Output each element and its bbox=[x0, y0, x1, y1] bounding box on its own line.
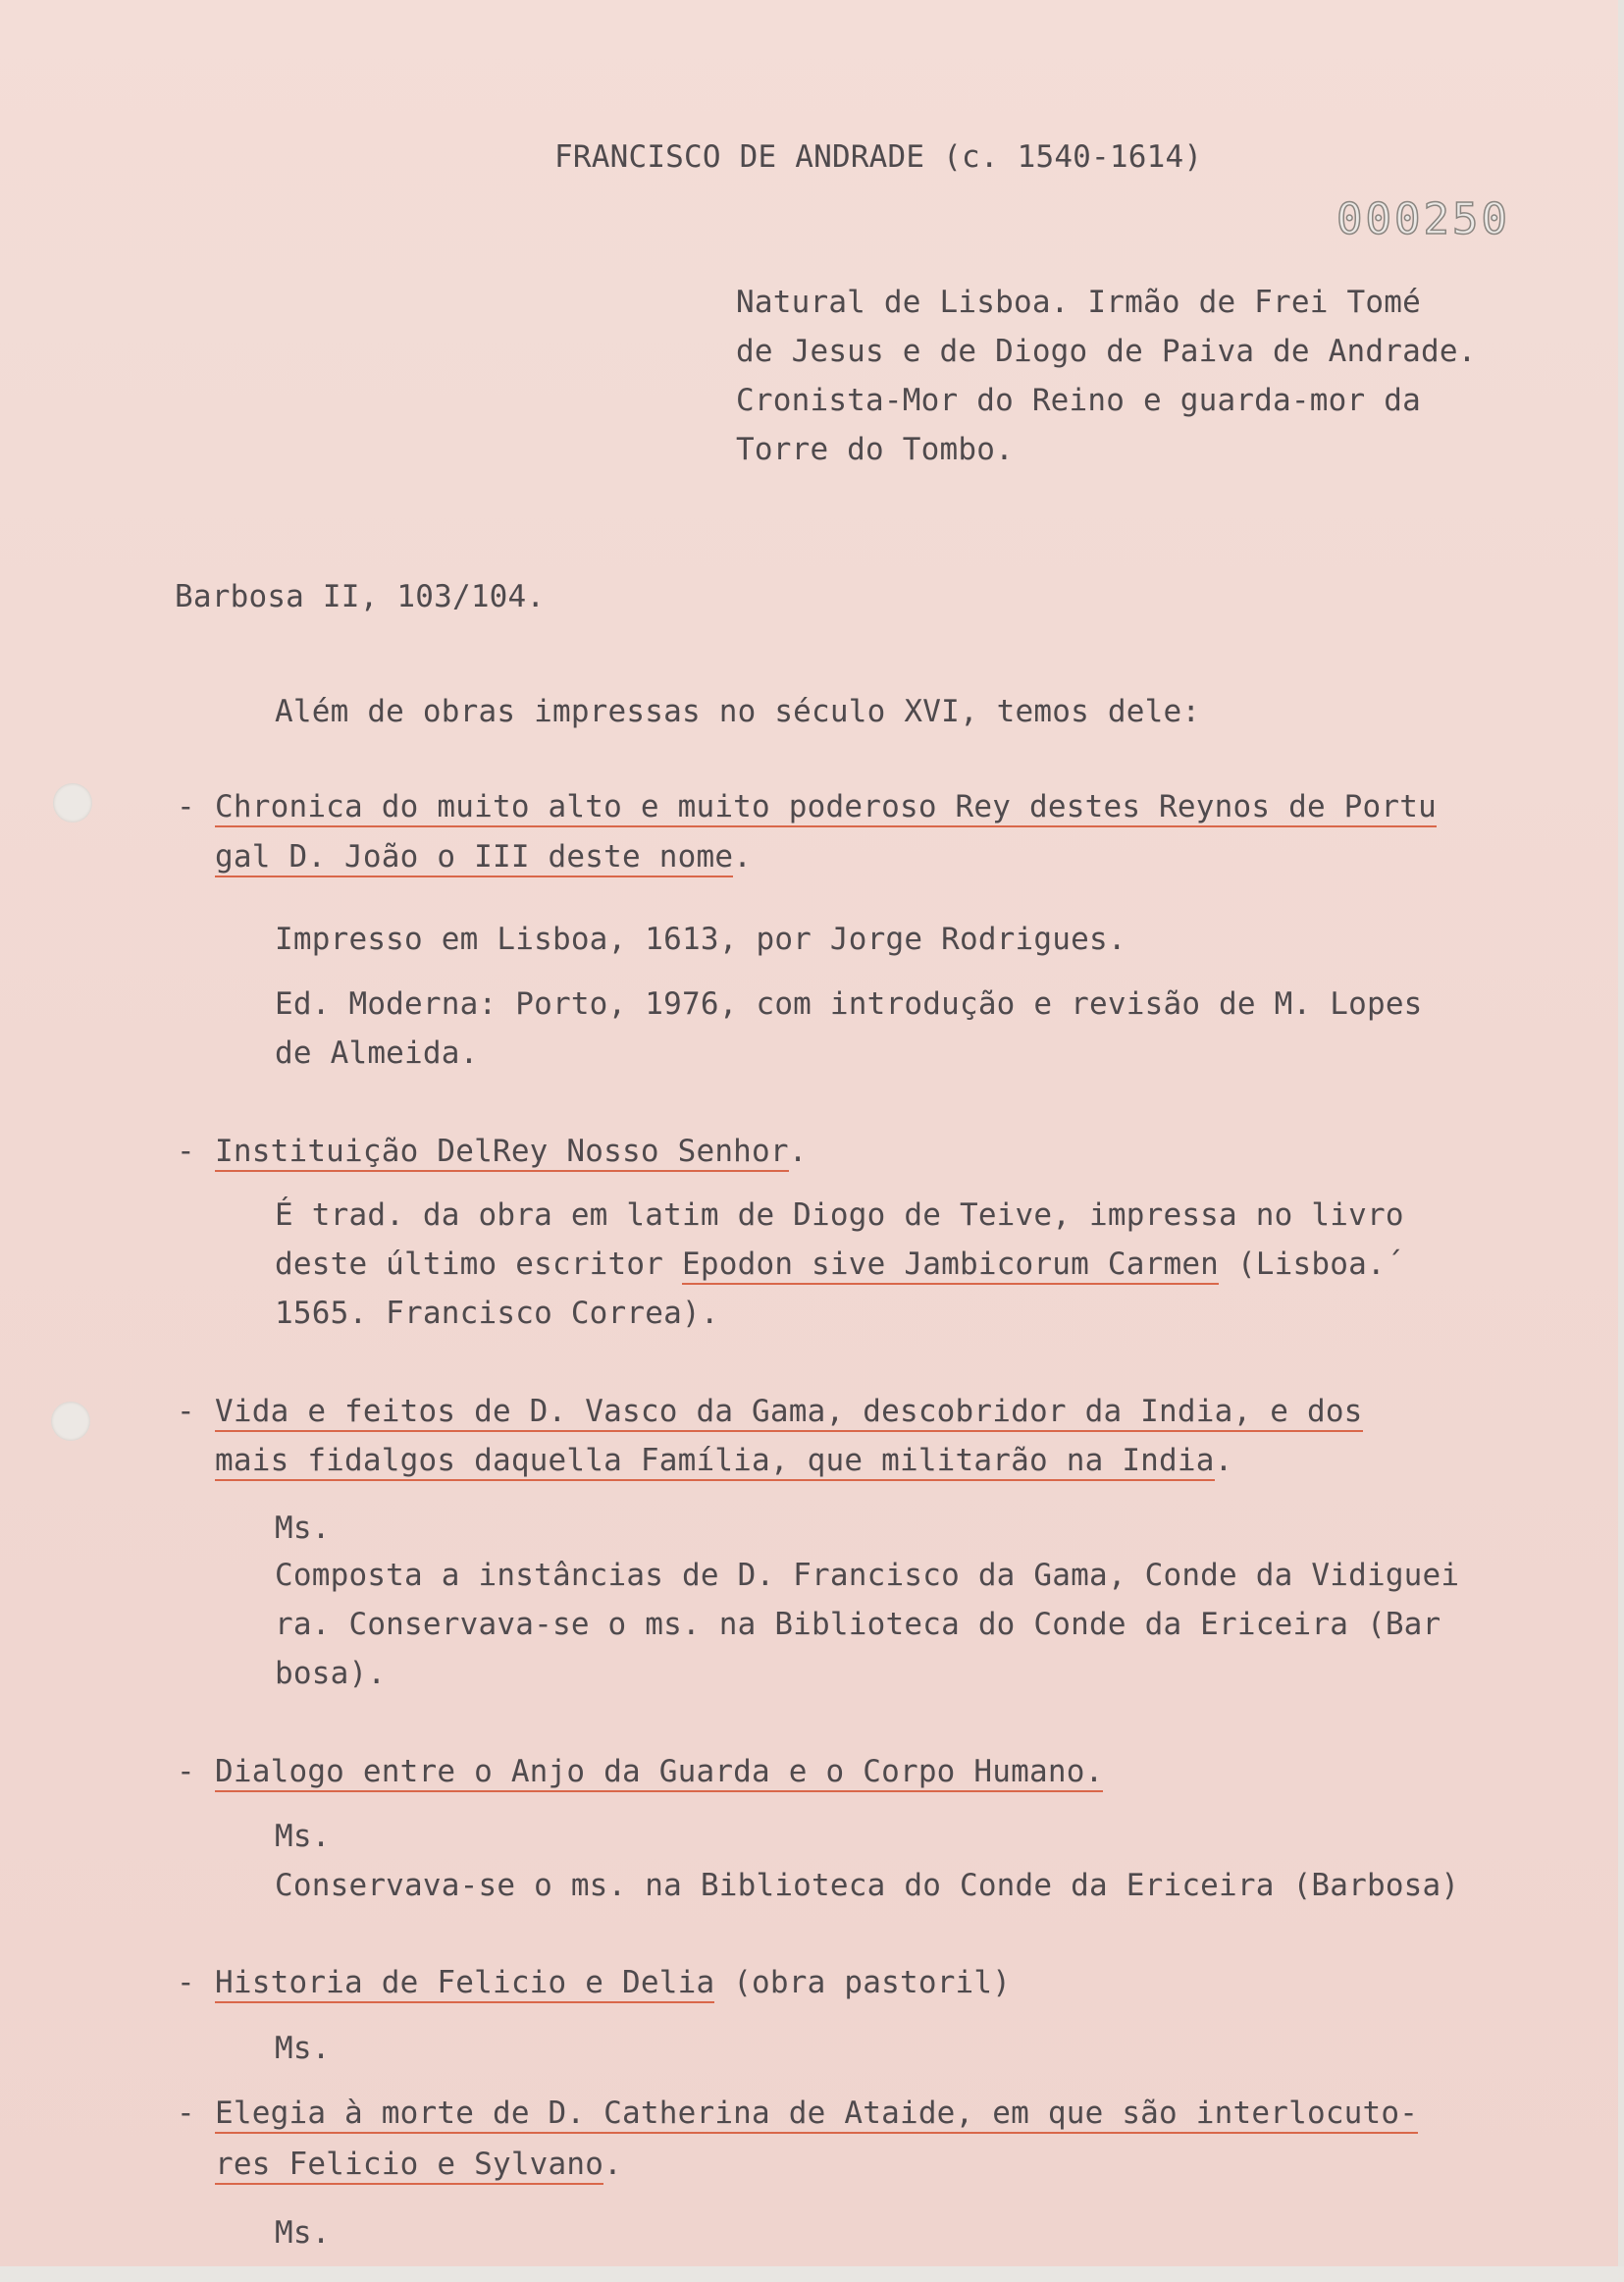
bullet-dash: - bbox=[177, 1134, 195, 1169]
work-title-line: Vida e feitos de D. Vasco da Gama, descobridor da India, e dos bbox=[215, 1387, 1363, 1436]
work-title-line: Historia de Felicio e Delia (obra pastoril) bbox=[215, 1958, 1011, 2007]
punch-hole-top bbox=[53, 783, 92, 823]
work-title-line: gal D. João o III deste nome. bbox=[215, 832, 752, 881]
work-note: deste último escritor Epodon sive Jambicorum Carmen (Lisboa.´ bbox=[275, 1240, 1404, 1289]
work-title-line: res Felicio e Sylvano. bbox=[215, 2140, 622, 2189]
bullet-dash: - bbox=[177, 1965, 195, 2000]
document-title: FRANCISCO DE ANDRADE (c. 1540-1614) bbox=[554, 139, 1203, 175]
intro-paragraph: Além de obras impressas no século XVI, temos dele: bbox=[275, 694, 1201, 729]
bullet-dash: - bbox=[177, 2096, 195, 2131]
work-note: Composta a instâncias de D. Francisco da Gama, Conde da Vidiguei bbox=[275, 1558, 1460, 1593]
bio-line: Natural de Lisboa. Irmão de Frei Tomé bbox=[736, 285, 1421, 320]
stamp-number: 000250 bbox=[1336, 194, 1510, 244]
work-title-line: Dialogo entre o Anjo da Guarda e o Corpo Humano. bbox=[215, 1747, 1103, 1796]
punch-hole-bottom bbox=[51, 1402, 90, 1441]
work-note: Conservava-se o ms. na Biblioteca do Conde da Ericeira (Barbosa) bbox=[275, 1868, 1460, 1903]
work-note: bosa). bbox=[275, 1656, 387, 1691]
bio-line: de Jesus e de Diogo de Paiva de Andrade. bbox=[736, 334, 1477, 369]
bullet-dash: - bbox=[177, 1394, 195, 1429]
work-note: É trad. da obra em latim de Diogo de Teive, impressa no livro bbox=[275, 1197, 1404, 1233]
work-note: Impresso em Lisboa, 1613, por Jorge Rodrigues. bbox=[275, 922, 1126, 957]
work-title-line: mais fidalgos daquella Família, que militarão na India. bbox=[215, 1436, 1233, 1485]
work-note: Ed. Moderna: Porto, 1976, com introdução e revisão de M. Lopes bbox=[275, 986, 1423, 1022]
work-note: Ms. bbox=[275, 1819, 331, 1854]
bio-line: Cronista-Mor do Reino e guarda-mor da bbox=[736, 383, 1421, 418]
bullet-dash: - bbox=[177, 1754, 195, 1789]
work-note: de Almeida. bbox=[275, 1035, 479, 1071]
work-note: Ms. bbox=[275, 1511, 331, 1546]
work-title-line: Elegia à morte de D. Catherina de Ataide, em que são interlocuto- bbox=[215, 2089, 1418, 2138]
work-title-line: Chronica do muito alto e muito poderoso Rey destes Reynos de Portu bbox=[215, 782, 1437, 831]
work-note: Ms. bbox=[275, 2215, 331, 2251]
work-note: Ms. bbox=[275, 2031, 331, 2066]
bio-line: Torre do Tombo. bbox=[736, 432, 1014, 467]
work-title-line: Instituição DelRey Nosso Senhor. bbox=[215, 1127, 808, 1176]
work-note: ra. Conservava-se o ms. na Biblioteca do Conde da Ericeira (Bar bbox=[275, 1607, 1441, 1642]
page-edge bbox=[1618, 0, 1624, 2282]
work-note: 1565. Francisco Correa). bbox=[275, 1296, 719, 1331]
bibliographic-reference: Barbosa II, 103/104. bbox=[175, 579, 546, 614]
bullet-dash: - bbox=[177, 789, 195, 824]
